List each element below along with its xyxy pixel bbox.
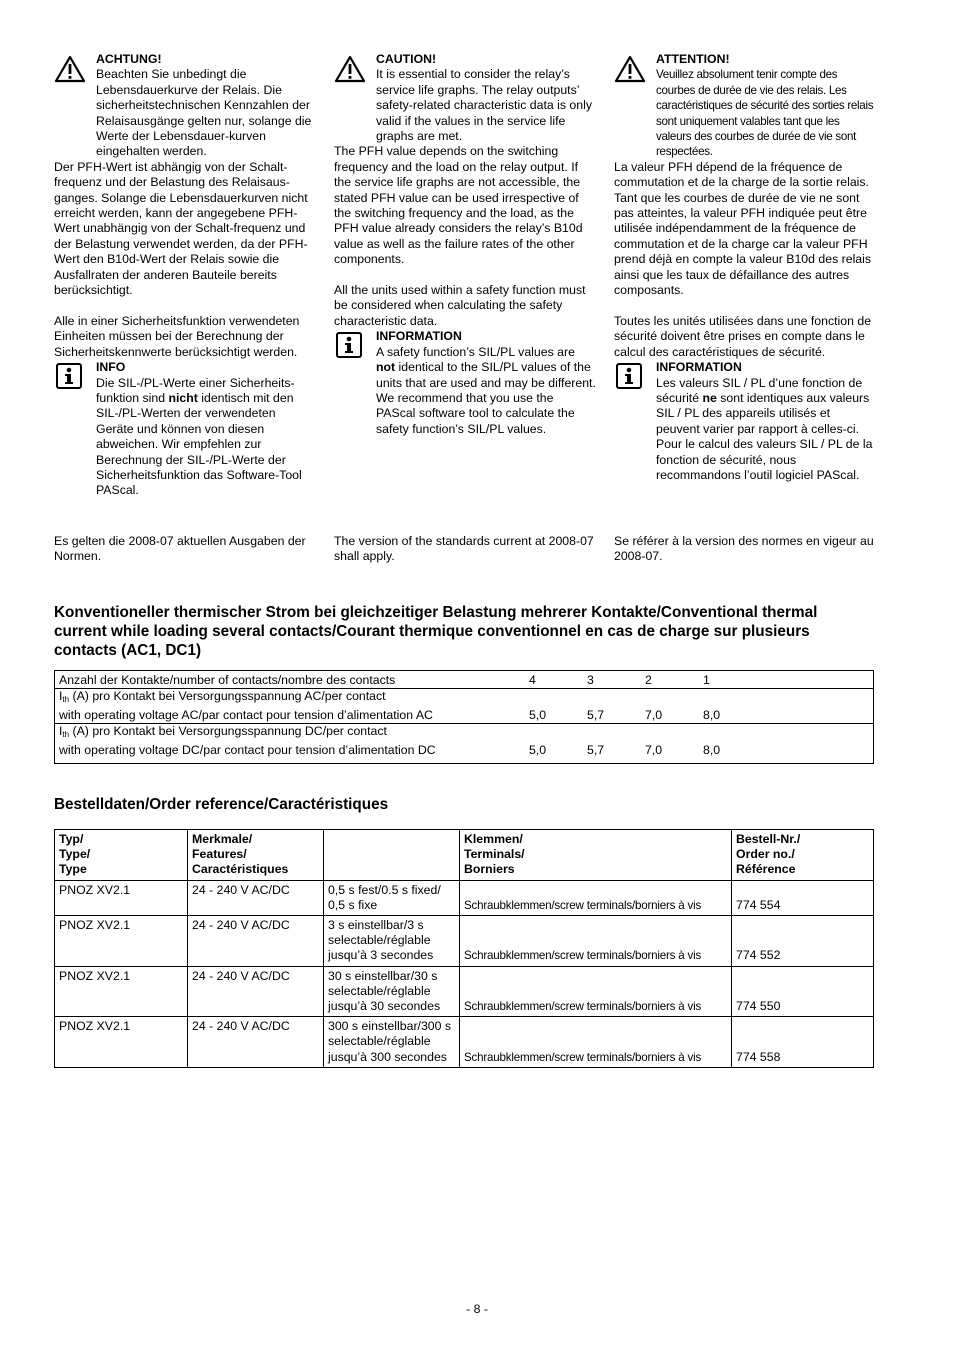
delay-cell: 3 s einstellbar/3 s selectable/réglable jusqu’à 3 secondes <box>324 916 460 967</box>
table-row <box>55 916 874 967</box>
table-cell: 5,7 <box>587 742 605 757</box>
table-cell: 8,0 <box>699 689 757 724</box>
warning-text: Beachten Sie unbedingt die Lebensdauerkurve der Relais. Die sicherheitstechnischen Kennzahlen der Relaisausgänge gelten nur, solange die Werte der Lebensdauer-kurven eingehalten werden. <box>96 67 312 159</box>
table-row <box>55 880 874 915</box>
pfh-paragraph: The PFH value depends on the switching frequency and the load on the relay output. If the service life graphs are not accessible, the stated PFH value can be used irrespective of the switching frequency and the load, as the PFH value already considers the relay’s B10d value as well as the failure rates of the other components. <box>334 144 583 267</box>
info-title: INFO <box>96 360 126 375</box>
info-box-fr <box>614 360 876 483</box>
row-label: $I_{th}$ (A) pro Kontakt bei Versorgungsspannung DC/per contact with operating voltage DC/par contact pour tension d’alimentation DC <box>59 724 436 757</box>
info-icon <box>54 360 96 390</box>
pfh-paragraph-2: Tant que les courbes de durée de vie ne sont pas atteintes, la valeur PFH indiquée peut être utilisée indépendamment de la fréquence de commutation et de la charge car la valeur PFH prend déjà en compte la valeur B10d des relais ainsi que les taux de défaillance des autres composants. <box>614 190 872 298</box>
order-reference-table <box>54 829 874 1068</box>
info-text: Les valeurs SIL / PL d’une fonction de sécurité <box>656 375 863 405</box>
order-number-cell: 774 550 <box>732 966 874 1017</box>
info-box-en <box>334 329 596 437</box>
features-cell: 24 - 240 V AC/DC <box>188 1017 324 1068</box>
type-cell: PNOZ XV2.1 <box>55 880 188 915</box>
thermal-current-heading: Konventioneller thermischer Strom bei gleichzeitiger Belastung mehrerer Kontakte/Conventional thermal current while loading several contacts/Courant thermique conventionnel en cas de charge sur plusieurs contacts (AC1, DC1) <box>54 604 818 659</box>
info-text: A safety function’s SIL/PL values are <box>376 344 575 359</box>
warning-box-fr <box>614 52 876 160</box>
table-cell: 3 <box>583 671 641 689</box>
column-header-terminals: Klemmen/ Terminals/ Borniers <box>460 830 732 881</box>
info-text-bold: nicht <box>168 390 198 405</box>
table-row <box>55 671 874 689</box>
table-cell: 7,0 <box>641 689 699 724</box>
type-cell: PNOZ XV2.1 <box>55 916 188 967</box>
info-text: Die SIL-/PL-Werte einer Sicherheits-funktion sind <box>96 375 295 405</box>
terminals-cell: Schraubklemmen/screw terminals/borniers à vis <box>460 1017 732 1068</box>
order-reference-heading: Bestelldaten/Order reference/Caractéristiques <box>54 796 389 813</box>
table-row <box>55 1017 874 1068</box>
terminals-cell: Schraubklemmen/screw terminals/borniers à vis <box>460 880 732 915</box>
row-label: Anzahl der Kontakte/number of contacts/nombre des contacts <box>55 671 526 689</box>
delay-cell: 0,5 s fest/0.5 s fixed/ 0,5 s fixe <box>324 880 460 915</box>
warning-title: CAUTION! <box>376 52 437 66</box>
info-icon <box>614 360 656 390</box>
warning-title: ATTENTION! <box>656 52 730 66</box>
info-text-bold: ne <box>702 390 717 405</box>
delay-cell: 300 s einstellbar/300 s selectable/réglable jusqu’à 300 secondes <box>324 1017 460 1068</box>
table-row <box>55 724 874 759</box>
column-header-features: Merkmale/ Features/ Caractéristiques <box>188 830 324 881</box>
warning-triangle-icon <box>334 52 376 82</box>
features-cell: 24 - 240 V AC/DC <box>188 966 324 1017</box>
order-number-cell: 774 554 <box>732 880 874 915</box>
table-row <box>55 689 874 724</box>
table-cell: 7,0 <box>645 742 663 757</box>
info-box-de <box>54 360 316 499</box>
column-header-blank <box>324 830 460 881</box>
info-icon <box>334 329 376 359</box>
row-label: $I_{th}$ (A) pro Kontakt bei Versorgungsspannung AC/per contact with operating voltage AC/par contact pour tension d’alimentation AC <box>55 689 526 724</box>
table-header-row <box>55 830 874 881</box>
units-paragraph: Alle in einer Sicherheitsfunktion verwendeten Einheiten müssen bei der Berechnung der Sicherheitskennwerte berücksichtigt werden. <box>54 313 300 359</box>
table-row <box>55 966 874 1017</box>
table-cell: 2 <box>641 671 699 689</box>
table-cell: 5,0 <box>529 742 547 757</box>
column-en <box>334 52 596 437</box>
units-paragraph: All the units used within a safety function must be considered when calculating the safety characteristic data. <box>334 283 586 328</box>
terminals-cell: Schraubklemmen/screw terminals/borniers à vis <box>460 916 732 967</box>
table-cell: 4 <box>525 671 583 689</box>
warning-title: ACHTUNG! <box>96 52 162 66</box>
order-number-cell: 774 558 <box>732 1017 874 1068</box>
warning-box-de <box>54 52 316 160</box>
page-number: - 8 - <box>466 1302 488 1316</box>
warning-text: Veuillez absolument tenir compte des courbes de durée de vie des relais. Les caractéristiques de sécurité des sorties relais sont uniquement valables tant que les valeurs des courbes de durée de vie sont respectées. <box>656 68 874 159</box>
column-header-order-no: Bestell-Nr./ Order no./ Référence <box>732 830 874 881</box>
delay-cell: 30 s einstellbar/30 s selectable/réglable jusqu’à 30 secondes <box>324 966 460 1017</box>
warning-triangle-icon <box>614 52 656 82</box>
features-cell: 24 - 240 V AC/DC <box>188 880 324 915</box>
table-cell: 5,0 <box>525 689 583 724</box>
standards-note-fr: Se référer à la version des normes en vigeur au 2008-07. <box>614 534 874 564</box>
column-header-type: Typ/ Type/ Type <box>55 830 188 881</box>
units-paragraph: Toutes les unités utilisées dans une fonction de sécurité doivent être prises en compte dans le calcul des caractéristiques de sécurité. <box>614 313 872 359</box>
standards-note-de: Es gelten die 2008-07 aktuellen Ausgaben der Normen. <box>54 534 306 564</box>
type-cell: PNOZ XV2.1 <box>55 966 188 1017</box>
info-text: sont identiques aux valeurs SIL / PL des appareils utilisés et peuvent varier par rapport à celles-ci. Pour le calcul des valeurs SIL / PL de la fonction de sécurité, nous recommandons l’outil logiciel PAScal. <box>656 390 873 482</box>
info-text: identisch mit den SIL-/PL-Werten der verwendeten Geräte und können von diesen abweichen. Wir empfehlen zur Berechnung der SIL-/PL-Werte der Sicherheitsfunktion das Software-Tool PAScal. <box>96 390 302 498</box>
table-cell: 1 <box>699 671 757 689</box>
terminals-cell: Schraubklemmen/screw terminals/borniers à vis <box>460 966 732 1017</box>
pfh-paragraph: Der PFH-Wert ist abhängig von der Schalt-frequenz und der Belastung des Relaisaus-ganges. Solange die Lebensdauerkurven nicht erreicht werden, kann der angegebene PFH-Wert unabhängig von der Schalt-frequenz und der Belastung verwendet werden, da der PFH-Wert den B10d-Wert der Relais sowie die Ausfallraten der anderen Bauteile bereits berücksichtigt. <box>54 159 308 298</box>
thermal-current-table <box>54 670 874 764</box>
info-title: INFORMATION <box>376 329 462 344</box>
table-cell: 5,7 <box>583 689 641 724</box>
info-title: INFORMATION <box>656 360 742 375</box>
type-cell: PNOZ XV2.1 <box>55 1017 188 1068</box>
standards-note-en: The version of the standards current at 2008-07 shall apply. <box>334 534 594 564</box>
pfh-paragraph: La valeur PFH dépend de la fréquence de commutation et de la charge de la sortie relais. <box>614 159 869 190</box>
order-number-cell: 774 552 <box>732 916 874 967</box>
column-fr <box>614 52 876 483</box>
info-text: identical to the SIL/PL values of the units that are used and may be different. We recommend that you use the PAScal software tool to calculate the safety function’s SIL/PL values. <box>376 360 596 436</box>
table-cell: 8,0 <box>703 742 721 757</box>
warning-triangle-icon <box>54 52 96 82</box>
features-cell: 24 - 240 V AC/DC <box>188 916 324 967</box>
info-text-bold: not <box>376 360 396 375</box>
warning-box-en <box>334 52 596 144</box>
column-de <box>54 52 316 499</box>
warning-text: It is essential to consider the relay’s service life graphs. The relay outputs’ safety-related characteristic data is only valid if the values in the service life graphs are met. <box>376 67 592 144</box>
